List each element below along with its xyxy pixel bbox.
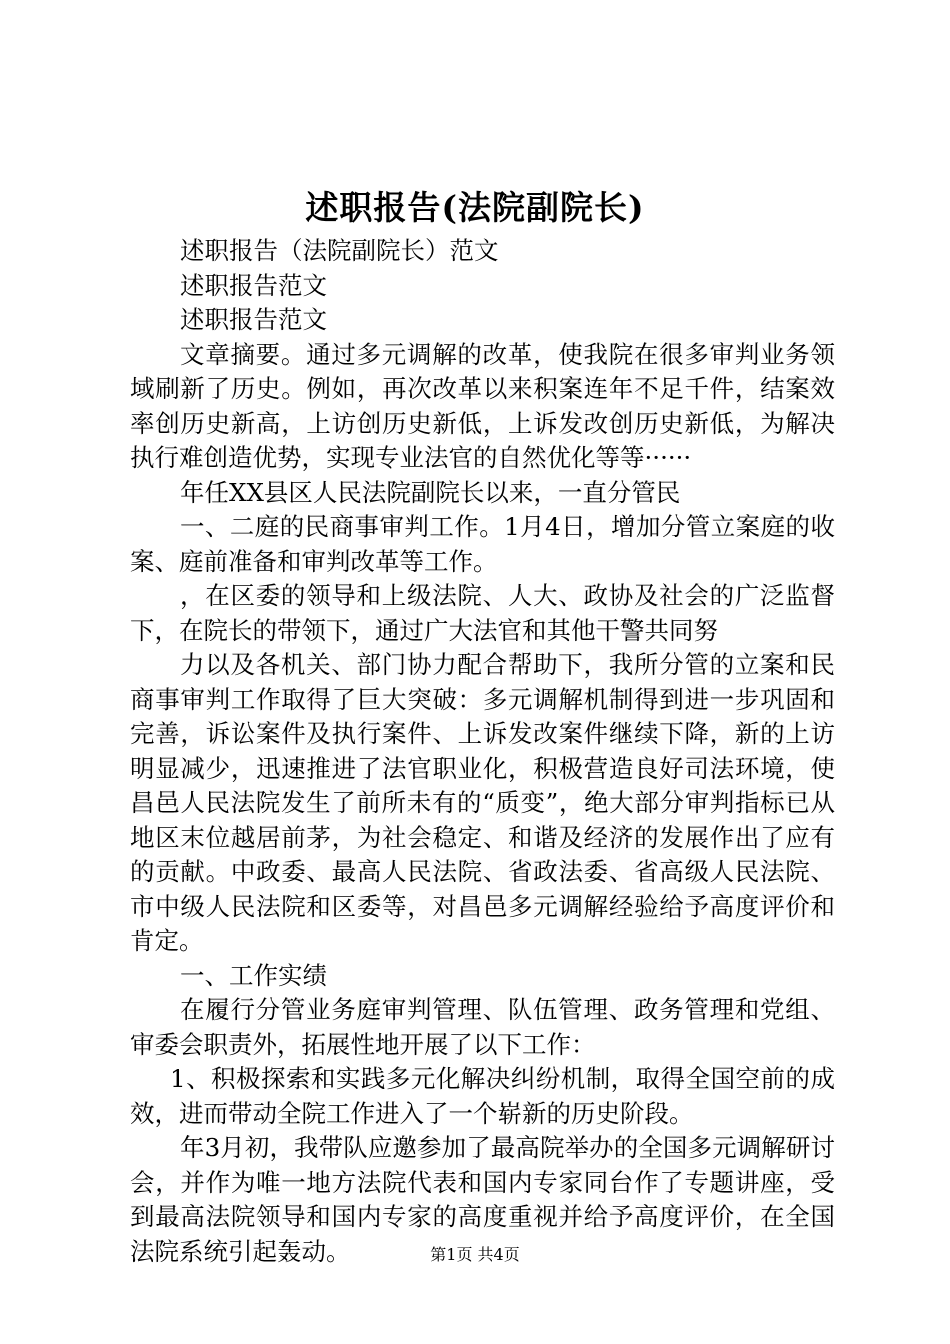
section-heading: 一、工作实绩 bbox=[180, 960, 327, 990]
paragraph-heading: 述职报告范文 bbox=[180, 305, 327, 334]
paragraph: 力以及各机关、部门协力配合帮助下，我所分管的立案和民商事审判工作取得了巨大突破：多元调解机制得到进一步巩固和完善，诉讼案件及执行案件、上诉发改案件继续下降，新的上访明显减少，迅速推进了法官职业化，积极营造良好司法环境，使昌邑人民法院发生了前所未有的“质变”，绝大部分审判指标已从地区末位越居前茅，为社会稳定、和谐及经济的发展作出了应有的贡献。中政委、最高人民法院、省政法委、省高级人民法院、市中级人民法院和区委等，对昌邑多元调解经验给予高度评价和肯定。 bbox=[130, 650, 835, 955]
paragraph: 年任XX县区人民法院副院长以来，一直分管民 bbox=[180, 477, 681, 507]
paragraph: ，在区委的领导和上级法院、人大、政协及社会的广泛监督下，在院长的带领下，通过广大法官和其他干警共同努 bbox=[130, 581, 835, 645]
page-footer: 第1页 共4页 bbox=[430, 1245, 520, 1264]
paragraph-subtitle: 述职报告（法院副院长）范文 bbox=[180, 236, 499, 265]
document-title: 述职报告(法院副院长) bbox=[305, 188, 645, 227]
paragraph-abstract: 文章摘要。通过多元调解的改革，使我院在很多审判业务领域刷新了历史。例如，再次改革以来积案连年不足千件，结案效率创历史新高，上访创历史新低，上诉发改创历史新低，为解决执行难创造优势，实现专业法官的自然优化等等······ bbox=[130, 339, 835, 472]
paragraph: 1、积极探索和实践多元化解决纠纷机制，取得全国空前的成效，进而带动全院工作进入了一个崭新的历史阶段。 bbox=[130, 1064, 835, 1128]
paragraph: 年3月初，我带队应邀参加了最高院举办的全国多元调解研讨会，并作为唯一地方法院代表和国内专家同台作了专题讲座，受到最高法院领导和国内专家的高度重视并给予高度评价，在全国法院系统引起轰动。 bbox=[130, 1133, 835, 1266]
paragraph: 一、二庭的民商事审判工作。1月4日，增加分管立案庭的收案、庭前准备和审判改革等工作。 bbox=[130, 512, 835, 576]
paragraph-heading: 述职报告范文 bbox=[180, 270, 327, 300]
document-body bbox=[130, 234, 835, 1269]
paragraph: 在履行分管业务庭审判管理、队伍管理、政务管理和党组、审委会职责外，拓展性地开展了以下工作： bbox=[130, 995, 835, 1059]
